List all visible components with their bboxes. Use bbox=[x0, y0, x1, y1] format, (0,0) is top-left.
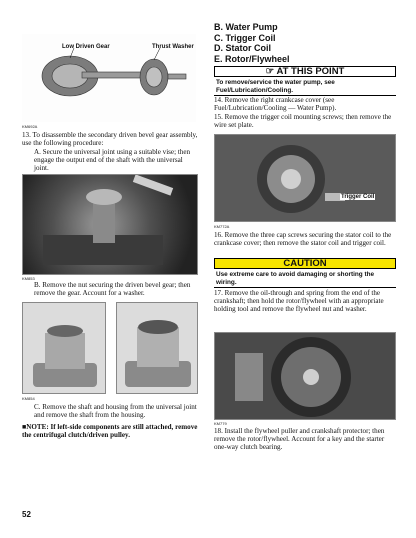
photo-bevel-gear-left bbox=[22, 302, 106, 394]
photo-code: KM692A bbox=[22, 124, 38, 129]
step-13c: C. Remove the shaft and housing from the universal joint and remove the shaft from the housing. bbox=[34, 403, 197, 420]
step-18: 18. Install the flywheel puller and crankshaft protector; then remove the rotor/flywheel. Account for a key and the starter one-way clutch bearing. bbox=[214, 427, 385, 452]
heading-list bbox=[214, 22, 290, 64]
note: ■NOTE: If left-side components are still attached, remove the centrifugal clutch/driven pulley. bbox=[22, 423, 198, 440]
photo-code: KM854 bbox=[22, 396, 35, 401]
pointing-hand-icon: ☞ bbox=[265, 66, 275, 77]
photo-code: KM772A bbox=[214, 224, 230, 229]
photo-bevel-gear-right bbox=[116, 302, 198, 394]
step-17: 17. Remove the oil-through and spring from the end of the crankshaft; then hold the rotor/flywheel with an appropriate holding tool and remove the flywheel nut and washer. bbox=[214, 289, 384, 314]
step-15: 15. Remove the trigger coil mounting screws; then remove the wire set plate. bbox=[214, 113, 392, 130]
label-trigger-coil: Trigger Coil bbox=[341, 194, 375, 200]
flywheel-illustration bbox=[215, 333, 396, 420]
bevel-gear-illustration bbox=[23, 303, 106, 394]
step-16: 16. Remove the three cap screws securing the stator coil to the crankcase cover; then remove the stator coil and trigger coil. bbox=[214, 231, 392, 248]
step-13b: B. Remove the nut securing the driven bevel gear; then remove the gear. Account for a washer. bbox=[34, 281, 191, 298]
step-13: 13. To disassemble the secondary driven bevel gear assembly, use the following procedure: bbox=[22, 131, 198, 148]
heading-item: D. Stator Coil bbox=[214, 43, 272, 53]
heading-item: E. Rotor/Flywheel bbox=[214, 53, 290, 64]
label-thrust-washer: Thrust Washer bbox=[152, 44, 194, 50]
caution-heading: CAUTION bbox=[214, 258, 396, 269]
photo-code: KM853 bbox=[22, 276, 35, 281]
step-13a: A. Secure the universal joint using a suitable vise; then engage the output end of the shaft with the universal joint. bbox=[34, 148, 191, 173]
photo-trigger-coil bbox=[214, 134, 396, 222]
caution-text: Use extreme care to avoid damaging or shorting the wiring. bbox=[214, 270, 396, 288]
photo-vise bbox=[22, 174, 198, 275]
vise-illustration bbox=[23, 175, 198, 275]
page-number: 52 bbox=[22, 510, 31, 519]
stator-illustration bbox=[215, 135, 396, 222]
heading-item: B. Water Pump bbox=[214, 22, 278, 32]
label-low-driven-gear: Low Driven Gear bbox=[62, 44, 110, 50]
at-this-point-text: To remove/service the water pump, see Fuel/Lubrication/Cooling. bbox=[214, 78, 396, 96]
photo-code: KM779 bbox=[214, 421, 227, 426]
step-14: 14. Remove the right crankcase cover (see Fuel/Lubrication/Cooling — Water Pump). bbox=[214, 96, 337, 113]
heading-item: C. Trigger Coil bbox=[214, 32, 276, 43]
photo-flywheel bbox=[214, 332, 396, 420]
at-this-point-heading bbox=[214, 66, 396, 77]
housing-illustration bbox=[117, 303, 198, 394]
at-this-point-title: AT THIS POINT bbox=[276, 66, 345, 77]
